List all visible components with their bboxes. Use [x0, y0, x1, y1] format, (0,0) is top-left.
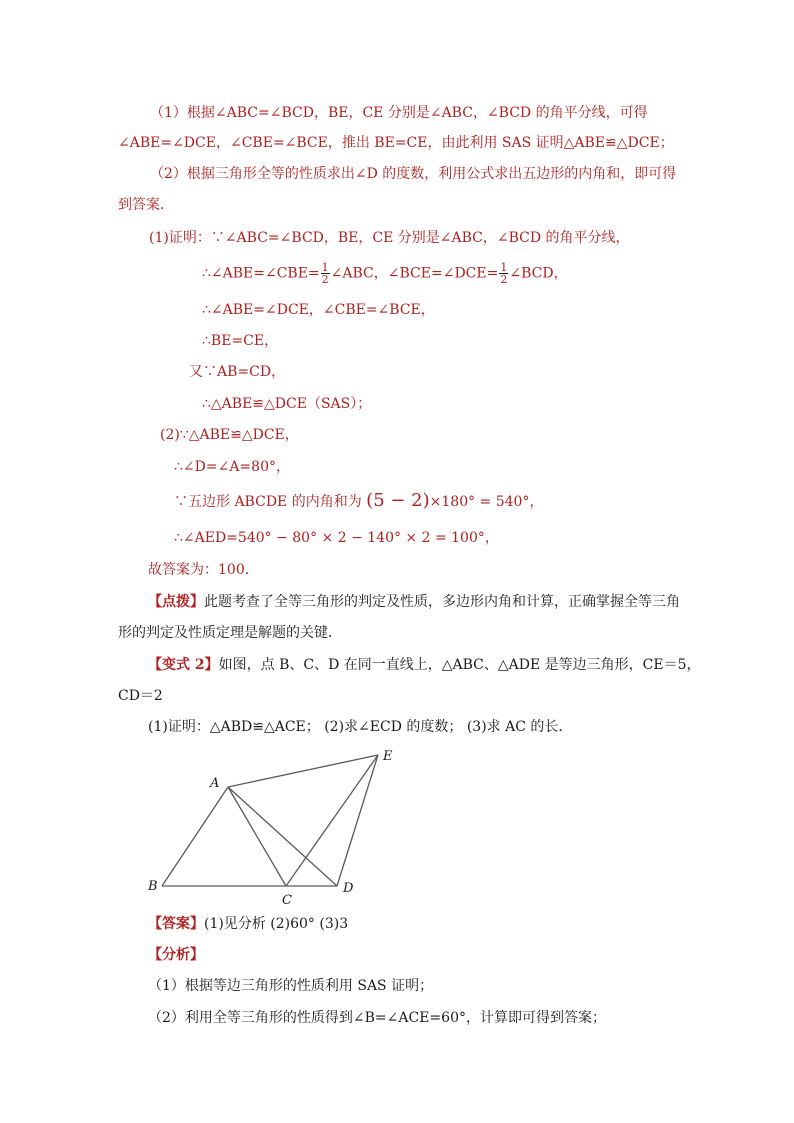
solution-line-2a: ∴∠ABE=∠CBE= [202, 265, 320, 282]
analysis-line-4: 到答案． [118, 197, 174, 213]
solution-line-9b: (5 − 2) [366, 490, 430, 511]
label-E: E [383, 749, 393, 764]
solution-line-5: 又∵AB=CD， [189, 364, 286, 380]
tip-label: 【点拨】 [148, 594, 204, 610]
answer2-line [148, 914, 348, 934]
solution-line-2c: ∠BCD， [509, 265, 568, 282]
label-B: B [148, 879, 158, 894]
analysis-line-2: ∠ABE=∠DCE，∠CBE=∠BCE，推出 BE=CE，由此利用 SAS 证明△ABE≌△DCE； [118, 135, 674, 151]
figure-lines [162, 755, 378, 886]
solution-line-9c: ×180° = 540°， [429, 494, 544, 510]
solution-line-10: ∴∠AED=540° − 80° × 2 − 140° × 2 = 100°， [174, 530, 499, 546]
variant-line-2: CD＝2 [118, 688, 163, 704]
variant-text: 如图，点 B、C、D 在同一直线上，△ABC、△ADE 是等边三角形，CE＝5， [218, 657, 701, 673]
segment-AE [228, 755, 378, 787]
tip-text: 此题考查了全等三角形的判定及性质，多边形内角和计算，正确掌握全等三角 [204, 594, 680, 610]
answer2-text: (1)见分析 (2)60° (3)3 [204, 916, 349, 932]
solution-line-9a: ∵五边形 ABCDE 的内角和为 [174, 494, 362, 510]
solution-line-4: ∴BE=CE， [202, 333, 279, 349]
segment-AC [228, 787, 286, 886]
solution-line-7: (2)∵△ABE≌△DCE， [160, 427, 299, 443]
fraction-half: $\frac{1}{2}$ [321, 261, 329, 286]
variant-label: 【变式 2】 [148, 657, 219, 673]
variant-questions: (1)证明：△ABD≌△ACE； (2)求∠ECD 的度数； (3)求 AC 的长． [148, 719, 573, 735]
label-A: A [210, 776, 220, 791]
answer-line: 故答案为：100． [148, 562, 259, 578]
segment-DE [337, 755, 378, 886]
solution-line-6: ∴△ABE≌△DCE（SAS）； [202, 396, 372, 412]
solution-line-3: ∴∠ABE=∠DCE，∠CBE=∠BCE， [202, 302, 435, 318]
analysis-line-1: （1）根据∠ABC=∠BCD，BE，CE 分别是∠ABC，∠BCD 的角平分线，可得 [150, 105, 648, 121]
fraction-half-2: $\frac{1}{2}$ [500, 261, 508, 286]
analysis-line-3: （2）根据三角形全等的性质求出∠D 的度数，利用公式求出五边形的内角和，即可得 [150, 166, 677, 182]
analysis2-label: 【分析】 [148, 947, 204, 963]
label-D: D [343, 881, 354, 896]
analysis2-line-1: （1）根据等边三角形的性质利用 SAS 证明； [148, 978, 434, 994]
segment-AB [162, 787, 228, 886]
label-C: C [282, 893, 292, 908]
solution-line-8: ∴∠D=∠A=80°， [174, 459, 290, 475]
segment-CE [286, 755, 378, 886]
analysis2-line-2: （2）利用全等三角形的性质得到∠B=∠ACE=60°，计算即可得到答案； [148, 1010, 606, 1026]
tip-line-2: 形的判定及性质定理是解题的关键． [118, 625, 342, 641]
solution-line-1: (1)证明：∵∠ABC=∠BCD，BE，CE 分别是∠ABC，∠BCD 的角平分线， [149, 230, 630, 246]
answer2-label: 【答案】 [148, 916, 204, 932]
solution-line-2b: ∠ABC，∠BCE=∠DCE= [330, 265, 499, 282]
